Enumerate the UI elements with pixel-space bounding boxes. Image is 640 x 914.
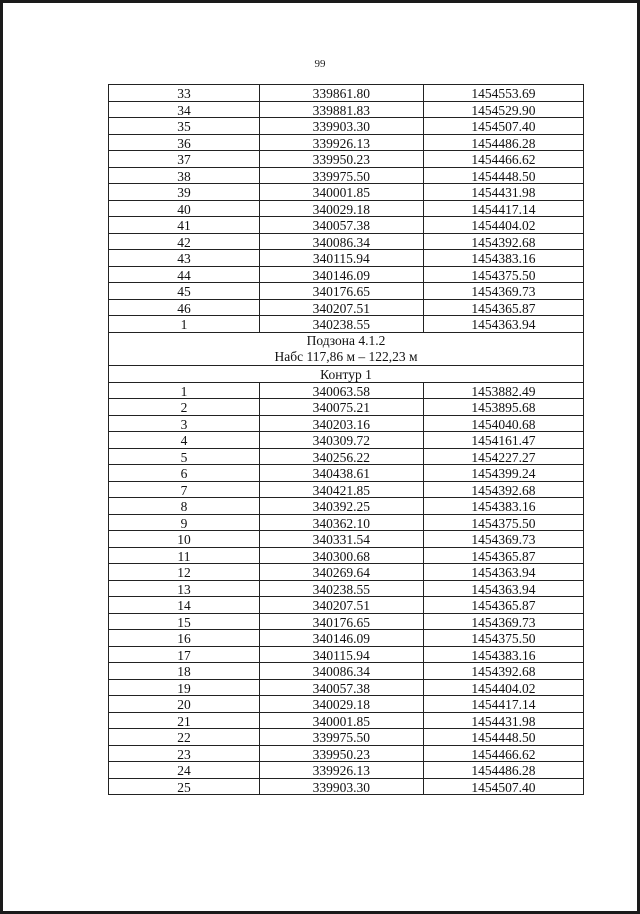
x-coordinate-cell: 340029.18 bbox=[259, 200, 423, 217]
y-coordinate-cell: 1454529.90 bbox=[423, 101, 583, 118]
subzone-row bbox=[109, 332, 584, 365]
table-row bbox=[109, 696, 584, 713]
table-row bbox=[109, 217, 584, 234]
point-number-cell: 5 bbox=[109, 448, 260, 465]
y-coordinate-cell: 1454507.40 bbox=[423, 118, 583, 135]
y-coordinate-cell: 1454392.68 bbox=[423, 663, 583, 680]
x-coordinate-cell: 340086.34 bbox=[259, 233, 423, 250]
x-coordinate-cell: 339975.50 bbox=[259, 167, 423, 184]
y-coordinate-cell: 1454383.16 bbox=[423, 498, 583, 515]
x-coordinate-cell: 340029.18 bbox=[259, 696, 423, 713]
y-coordinate-cell: 1454404.02 bbox=[423, 679, 583, 696]
table-row bbox=[109, 481, 584, 498]
point-number-cell: 7 bbox=[109, 481, 260, 498]
point-number-cell: 6 bbox=[109, 465, 260, 482]
table-row bbox=[109, 448, 584, 465]
point-number-cell: 43 bbox=[109, 250, 260, 267]
point-number-cell: 3 bbox=[109, 415, 260, 432]
table-row bbox=[109, 564, 584, 581]
y-coordinate-cell: 1454365.87 bbox=[423, 547, 583, 564]
point-number-cell: 20 bbox=[109, 696, 260, 713]
point-number-cell: 10 bbox=[109, 531, 260, 548]
point-number-cell: 36 bbox=[109, 134, 260, 151]
point-number-cell: 33 bbox=[109, 85, 260, 102]
point-number-cell: 39 bbox=[109, 184, 260, 201]
table-row bbox=[109, 630, 584, 647]
x-coordinate-cell: 339975.50 bbox=[259, 729, 423, 746]
x-coordinate-cell: 339861.80 bbox=[259, 85, 423, 102]
table-row bbox=[109, 498, 584, 515]
x-coordinate-cell: 340392.25 bbox=[259, 498, 423, 515]
point-number-cell: 17 bbox=[109, 646, 260, 663]
x-coordinate-cell: 339903.30 bbox=[259, 118, 423, 135]
point-number-cell: 42 bbox=[109, 233, 260, 250]
point-number-cell: 44 bbox=[109, 266, 260, 283]
table-row bbox=[109, 547, 584, 564]
table-row bbox=[109, 85, 584, 102]
y-coordinate-cell: 1454363.94 bbox=[423, 564, 583, 581]
table-row bbox=[109, 415, 584, 432]
point-number-cell: 1 bbox=[109, 382, 260, 399]
y-coordinate-cell: 1454375.50 bbox=[423, 514, 583, 531]
table-row bbox=[109, 597, 584, 614]
table-row bbox=[109, 465, 584, 482]
point-number-cell: 23 bbox=[109, 745, 260, 762]
table-row bbox=[109, 184, 584, 201]
table-row bbox=[109, 514, 584, 531]
point-number-cell: 14 bbox=[109, 597, 260, 614]
x-coordinate-cell: 340203.16 bbox=[259, 415, 423, 432]
x-coordinate-cell: 339950.23 bbox=[259, 151, 423, 168]
y-coordinate-cell: 1454417.14 bbox=[423, 696, 583, 713]
table-row bbox=[109, 432, 584, 449]
y-coordinate-cell: 1454363.94 bbox=[423, 316, 583, 333]
x-coordinate-cell: 340001.85 bbox=[259, 712, 423, 729]
x-coordinate-cell: 340207.51 bbox=[259, 299, 423, 316]
table-body-bottom bbox=[109, 382, 584, 795]
table-row bbox=[109, 316, 584, 333]
table-row bbox=[109, 663, 584, 680]
x-coordinate-cell: 340362.10 bbox=[259, 514, 423, 531]
point-number-cell: 35 bbox=[109, 118, 260, 135]
table-row bbox=[109, 101, 584, 118]
subzone-height: Набс 117,86 м – 122,23 м bbox=[274, 348, 418, 364]
y-coordinate-cell: 1454227.27 bbox=[423, 448, 583, 465]
table-row bbox=[109, 745, 584, 762]
table-row bbox=[109, 382, 584, 399]
x-coordinate-cell: 340207.51 bbox=[259, 597, 423, 614]
x-coordinate-cell: 340176.65 bbox=[259, 613, 423, 630]
x-coordinate-cell: 339950.23 bbox=[259, 745, 423, 762]
table-row bbox=[109, 167, 584, 184]
x-coordinate-cell: 340269.64 bbox=[259, 564, 423, 581]
x-coordinate-cell: 340421.85 bbox=[259, 481, 423, 498]
point-number-cell: 1 bbox=[109, 316, 260, 333]
point-number-cell: 34 bbox=[109, 101, 260, 118]
y-coordinate-cell: 1454507.40 bbox=[423, 778, 583, 795]
y-coordinate-cell: 1454404.02 bbox=[423, 217, 583, 234]
table-row bbox=[109, 679, 584, 696]
x-coordinate-cell: 340063.58 bbox=[259, 382, 423, 399]
table-body-top bbox=[109, 85, 584, 333]
y-coordinate-cell: 1454417.14 bbox=[423, 200, 583, 217]
table-row bbox=[109, 151, 584, 168]
subzone-cell bbox=[109, 332, 584, 365]
point-number-cell: 22 bbox=[109, 729, 260, 746]
x-coordinate-cell: 339926.13 bbox=[259, 134, 423, 151]
table-row bbox=[109, 646, 584, 663]
point-number-cell: 4 bbox=[109, 432, 260, 449]
y-coordinate-cell: 1454369.73 bbox=[423, 283, 583, 300]
x-coordinate-cell: 340300.68 bbox=[259, 547, 423, 564]
x-coordinate-cell: 340115.94 bbox=[259, 646, 423, 663]
x-coordinate-cell: 340256.22 bbox=[259, 448, 423, 465]
table-row bbox=[109, 233, 584, 250]
x-coordinate-cell: 339926.13 bbox=[259, 762, 423, 779]
y-coordinate-cell: 1454448.50 bbox=[423, 167, 583, 184]
x-coordinate-cell: 340331.54 bbox=[259, 531, 423, 548]
y-coordinate-cell: 1454392.68 bbox=[423, 233, 583, 250]
y-coordinate-cell: 1454553.69 bbox=[423, 85, 583, 102]
y-coordinate-cell: 1454040.68 bbox=[423, 415, 583, 432]
y-coordinate-cell: 1454375.50 bbox=[423, 630, 583, 647]
point-number-cell: 24 bbox=[109, 762, 260, 779]
point-number-cell: 16 bbox=[109, 630, 260, 647]
table-row bbox=[109, 712, 584, 729]
y-coordinate-cell: 1454369.73 bbox=[423, 613, 583, 630]
y-coordinate-cell: 1454486.28 bbox=[423, 762, 583, 779]
point-number-cell: 8 bbox=[109, 498, 260, 515]
point-number-cell: 38 bbox=[109, 167, 260, 184]
y-coordinate-cell: 1454448.50 bbox=[423, 729, 583, 746]
point-number-cell: 18 bbox=[109, 663, 260, 680]
point-number-cell: 46 bbox=[109, 299, 260, 316]
y-coordinate-cell: 1454365.87 bbox=[423, 299, 583, 316]
y-coordinate-cell: 1454431.98 bbox=[423, 184, 583, 201]
table-row bbox=[109, 762, 584, 779]
table-row bbox=[109, 399, 584, 416]
point-number-cell: 9 bbox=[109, 514, 260, 531]
y-coordinate-cell: 1454486.28 bbox=[423, 134, 583, 151]
point-number-cell: 40 bbox=[109, 200, 260, 217]
y-coordinate-cell: 1454363.94 bbox=[423, 580, 583, 597]
subzone-header bbox=[109, 332, 584, 382]
x-coordinate-cell: 340146.09 bbox=[259, 266, 423, 283]
y-coordinate-cell: 1454466.62 bbox=[423, 151, 583, 168]
point-number-cell: 13 bbox=[109, 580, 260, 597]
x-coordinate-cell: 339881.83 bbox=[259, 101, 423, 118]
point-number-cell: 15 bbox=[109, 613, 260, 630]
point-number-cell: 12 bbox=[109, 564, 260, 581]
y-coordinate-cell: 1454466.62 bbox=[423, 745, 583, 762]
y-coordinate-cell: 1454369.73 bbox=[423, 531, 583, 548]
contour-title: Контур 1 bbox=[109, 365, 584, 382]
point-number-cell: 19 bbox=[109, 679, 260, 696]
x-coordinate-cell: 340146.09 bbox=[259, 630, 423, 647]
point-number-cell: 45 bbox=[109, 283, 260, 300]
x-coordinate-cell: 340001.85 bbox=[259, 184, 423, 201]
table-row bbox=[109, 299, 584, 316]
x-coordinate-cell: 339903.30 bbox=[259, 778, 423, 795]
point-number-cell: 41 bbox=[109, 217, 260, 234]
point-number-cell: 21 bbox=[109, 712, 260, 729]
point-number-cell: 11 bbox=[109, 547, 260, 564]
x-coordinate-cell: 340238.55 bbox=[259, 316, 423, 333]
x-coordinate-cell: 340309.72 bbox=[259, 432, 423, 449]
x-coordinate-cell: 340057.38 bbox=[259, 217, 423, 234]
table-row bbox=[109, 729, 584, 746]
y-coordinate-cell: 1454392.68 bbox=[423, 481, 583, 498]
table-row bbox=[109, 283, 584, 300]
x-coordinate-cell: 340176.65 bbox=[259, 283, 423, 300]
y-coordinate-cell: 1454383.16 bbox=[423, 250, 583, 267]
x-coordinate-cell: 340057.38 bbox=[259, 679, 423, 696]
table-row bbox=[109, 531, 584, 548]
table-row bbox=[109, 118, 584, 135]
x-coordinate-cell: 340238.55 bbox=[259, 580, 423, 597]
y-coordinate-cell: 1454161.47 bbox=[423, 432, 583, 449]
y-coordinate-cell: 1454375.50 bbox=[423, 266, 583, 283]
y-coordinate-cell: 1454431.98 bbox=[423, 712, 583, 729]
x-coordinate-cell: 340438.61 bbox=[259, 465, 423, 482]
table-row bbox=[109, 778, 584, 795]
table-row bbox=[109, 250, 584, 267]
y-coordinate-cell: 1453882.49 bbox=[423, 382, 583, 399]
y-coordinate-cell: 1454399.24 bbox=[423, 465, 583, 482]
table-row bbox=[109, 200, 584, 217]
y-coordinate-cell: 1454365.87 bbox=[423, 597, 583, 614]
x-coordinate-cell: 340086.34 bbox=[259, 663, 423, 680]
point-number-cell: 37 bbox=[109, 151, 260, 168]
table-row bbox=[109, 266, 584, 283]
table-row bbox=[109, 613, 584, 630]
table-row bbox=[109, 580, 584, 597]
contour-row bbox=[109, 365, 584, 382]
y-coordinate-cell: 1454383.16 bbox=[423, 646, 583, 663]
point-number-cell: 25 bbox=[109, 778, 260, 795]
page-number: 99 bbox=[314, 58, 326, 70]
subzone-title: Подзона 4.1.2 bbox=[306, 332, 386, 348]
table-row bbox=[109, 134, 584, 151]
x-coordinate-cell: 340075.21 bbox=[259, 399, 423, 416]
x-coordinate-cell: 340115.94 bbox=[259, 250, 423, 267]
coordinates-table bbox=[108, 84, 584, 795]
point-number-cell: 2 bbox=[109, 399, 260, 416]
y-coordinate-cell: 1453895.68 bbox=[423, 399, 583, 416]
